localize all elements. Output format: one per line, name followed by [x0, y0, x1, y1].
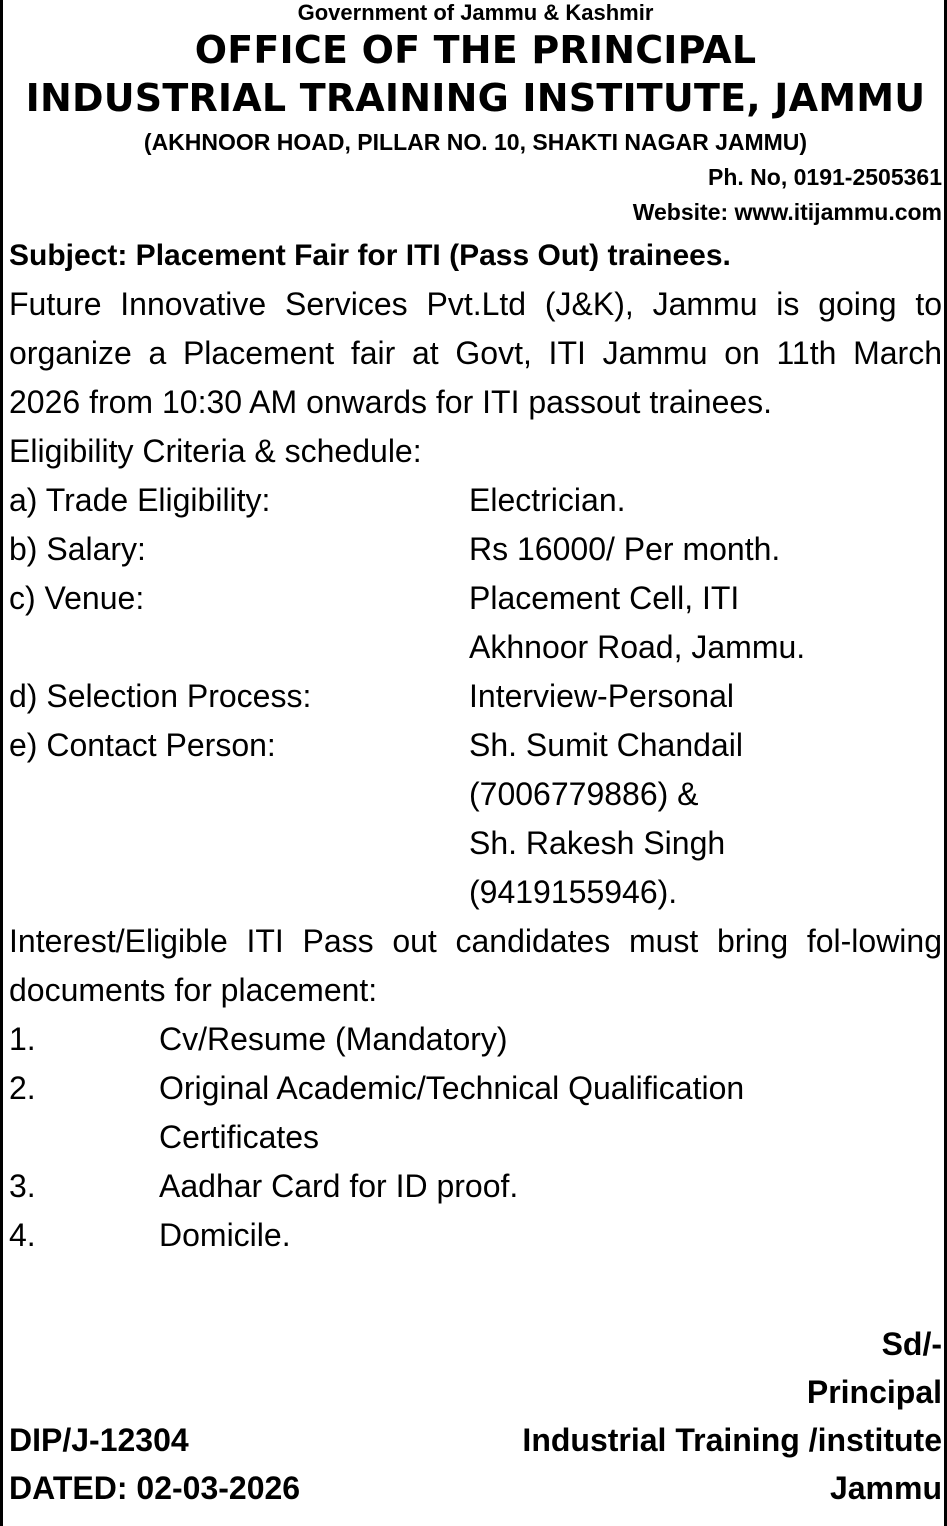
document-text-line-2: Certificates	[159, 1119, 320, 1155]
website-line: Website: www.itijammu.com	[632, 199, 942, 225]
contact-line-2: (7006779886) &	[469, 776, 699, 812]
document-item	[9, 1064, 942, 1162]
document-number: 3.	[9, 1168, 36, 1204]
phone-line: Ph. No, 0191-2505361	[708, 164, 942, 190]
dated-line: DATED: 02-03-2026	[9, 1470, 301, 1506]
document-number: 1.	[9, 1021, 36, 1057]
venue-line-2: Akhnoor Road, Jammu.	[469, 629, 806, 665]
criteria-row-trade	[9, 476, 942, 525]
criteria-row-salary	[9, 525, 942, 574]
signature-sd: Sd/-	[881, 1326, 942, 1362]
dip-number: DIP/J-12304	[9, 1422, 189, 1458]
document-item	[9, 1162, 942, 1211]
intro-paragraph: Future Innovative Services Pvt.Ltd (J&K), Jammu is going to organize a Placement fair at Govt, ITI Jammu on 11th March 2026 from 10:30 AM onwards for ITI passout trainees.	[9, 286, 942, 420]
institute-title: INDUSTRIAL TRAINING INSTITUTE, JAMMU	[25, 76, 926, 120]
signature-block	[522, 1320, 942, 1512]
venue-line-1: Placement Cell, ITI	[469, 580, 740, 616]
document-text: Domicile.	[159, 1217, 291, 1253]
document-item	[9, 1015, 942, 1064]
document-text: Aadhar Card for ID proof.	[159, 1168, 519, 1204]
address-line: (AKHNOOR HOAD, PILLAR NO. 10, SHAKTI NAGAR JAMMU)	[143, 129, 808, 155]
document-text-line-1: Original Academic/Technical Qualification	[159, 1070, 745, 1106]
reference-block	[9, 1416, 300, 1512]
criteria-label: e) Contact Person:	[9, 727, 276, 763]
criteria-row-contact	[9, 721, 942, 917]
document-text	[159, 1064, 942, 1162]
criteria-label: d) Selection Process:	[9, 678, 312, 714]
document-item	[9, 1211, 942, 1260]
criteria-row-venue	[9, 574, 942, 672]
criteria-value: Interview-Personal	[469, 678, 734, 714]
signature-institute: Industrial Training /institute	[522, 1422, 942, 1458]
criteria-value: Rs 16000/ Per month.	[469, 531, 781, 567]
notice-header	[9, 0, 942, 160]
documents-intro: Interest/Eligible ITI Pass out candidates must bring fol-lowing documents for placement:	[9, 923, 942, 1008]
criteria-label: b) Salary:	[9, 531, 146, 567]
criteria-label: a) Trade Eligibility:	[9, 482, 271, 518]
document-number: 2.	[9, 1070, 36, 1106]
criteria-value: Electrician.	[469, 482, 626, 518]
criteria-row-selection	[9, 672, 942, 721]
signature-place: Jammu	[829, 1470, 942, 1506]
subject-line: Subject: Placement Fair for ITI (Pass Out) trainees.	[9, 239, 731, 272]
document-number: 4.	[9, 1217, 36, 1253]
criteria-label: c) Venue:	[9, 580, 145, 616]
criteria-value	[469, 721, 942, 917]
criteria-heading: Eligibility Criteria & schedule:	[9, 433, 422, 469]
criteria-value	[469, 574, 942, 672]
contact-line-4: (9419155946).	[469, 874, 678, 910]
document-text: Cv/Resume (Mandatory)	[159, 1021, 508, 1057]
contact-line-3: Sh. Rakesh Singh	[469, 825, 726, 861]
office-title: OFFICE OF THE PRINCIPAL	[194, 28, 757, 72]
government-line: Government of Jammu & Kashmir	[297, 0, 654, 25]
contact-line-1: Sh. Sumit Chandail	[469, 727, 743, 763]
signature-title: Principal	[806, 1374, 942, 1410]
